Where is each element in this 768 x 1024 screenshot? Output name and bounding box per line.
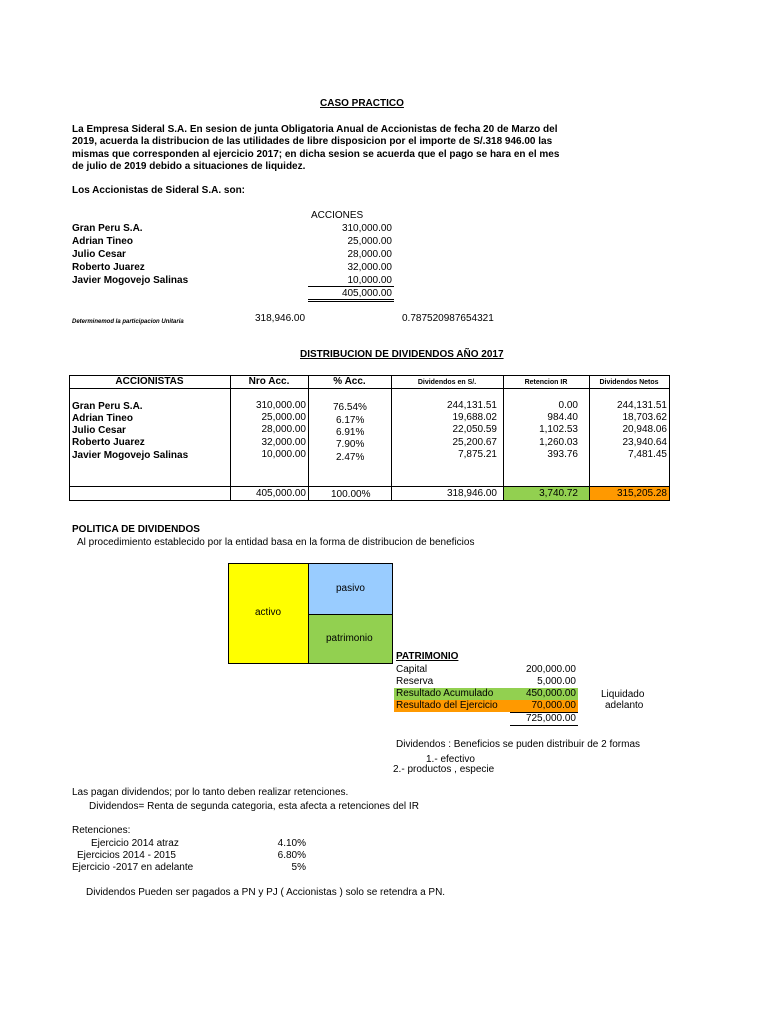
cell-acc: 28,000.00 (261, 424, 306, 435)
intro-paragraph: La Empresa Sideral S.A. En sesion de junta Obligatoria Anual de Accionistas de fecha 20 de Marzo del 2019, acuerda la distribucion de las utilidades de libre disposicion por el importe de S/.318 946.00 las mismas que corresponden al ejercicio 2017; en dicha sesion se acuerda que el pago se hara en el mes de julio de 2019 debido a situaciones de liquidez. (72, 124, 560, 172)
col-header-accionistas: ACCIONISTAS (115, 376, 184, 387)
cell-ret: 1,260.03 (539, 437, 578, 448)
cell-pct: 6.17% (336, 415, 365, 426)
total-pct: 100.00% (331, 489, 371, 500)
patrimonio-title: PATRIMONIO (396, 651, 459, 662)
table-total-divider (69, 486, 669, 487)
retencion-rate: 5% (291, 862, 306, 873)
holder-name: Adrian Tineo (72, 236, 133, 247)
total-divider (308, 286, 394, 287)
cell-net: 244,131.51 (616, 400, 667, 411)
cell-acc: 310,000.00 (255, 400, 306, 411)
table-col-line (391, 375, 392, 501)
holder-name: Gran Peru S.A. (72, 223, 143, 234)
cell-div: 22,050.59 (452, 424, 497, 435)
table-col-line (308, 375, 309, 501)
holder-shares: 28,000.00 (347, 249, 392, 260)
col-header-retencion: Retencion IR (524, 379, 568, 386)
total-underline (308, 299, 394, 300)
holders-heading: Los Accionistas de Sideral S.A. son: (72, 185, 246, 196)
patrimonio-row-label: Resultado del Ejercicio (396, 700, 498, 711)
retencion-rate: 6.80% (277, 850, 306, 861)
retencion-label: Ejercicio -2017 en adelante (72, 862, 194, 873)
cell-name: Javier Mogovejo Salinas (72, 450, 189, 461)
retenciones-label: Retenciones: (72, 825, 131, 836)
cell-div: 7,875.21 (458, 449, 497, 460)
holder-shares: 10,000.00 (347, 275, 392, 286)
table-col-line (69, 375, 70, 501)
retencion-label: Ejercicios 2014 - 2015 (77, 850, 176, 861)
liquidado-note: Liquidado (601, 689, 645, 700)
patrimonio-row-label: Capital (396, 664, 428, 675)
cell-div: 244,131.51 (446, 400, 497, 411)
total-net: 315,205.28 (616, 488, 667, 499)
distribution-title: DISTRIBUCION DE DIVIDENDOS AÑO 2017 (300, 349, 504, 360)
cell-name: Roberto Juarez (72, 437, 145, 448)
page-title: CASO PRACTICO (320, 98, 404, 109)
unit-amount: 318,946.00 (255, 313, 306, 324)
cell-acc: 25,000.00 (261, 412, 306, 423)
cell-ret: 0.00 (558, 400, 578, 411)
cell-pct: 76.54% (333, 402, 367, 413)
cell-acc: 32,000.00 (261, 437, 306, 448)
policy-title: POLITICA DE DIVIDENDOS (72, 524, 200, 535)
cell-name: Julio Cesar (72, 425, 126, 436)
unit-note: Determinemod la participacion Unitaria (72, 319, 184, 325)
cell-ret: 393.76 (547, 449, 578, 460)
holder-shares: 25,000.00 (347, 236, 392, 247)
patrimonio-row-value: 450,000.00 (525, 688, 576, 699)
patrimonio-row-value: 200,000.00 (525, 664, 576, 675)
total-ret: 3,740.72 (539, 488, 578, 499)
cell-pct: 2.47% (336, 452, 365, 463)
patrimonio-label: patrimonio (326, 633, 373, 644)
cell-name: Adrian Tineo (72, 413, 133, 424)
patrimonio-row-value: 70,000.00 (531, 700, 576, 711)
col-header-pct-acc: % Acc. (333, 376, 366, 387)
pasivo-label: pasivo (336, 583, 365, 594)
adelanto-note: adelanto (605, 700, 644, 711)
dividend-forms-text: Dividendos : Beneficios se puden distribuir de 2 formas (396, 739, 641, 750)
cell-net: 7,481.45 (628, 449, 667, 460)
total-double-underline (308, 301, 394, 302)
cell-net: 20,948.06 (622, 424, 667, 435)
holder-shares: 310,000.00 (341, 223, 392, 234)
cell-ret: 1,102.53 (539, 424, 578, 435)
patrimonio-row-label: Resultado Acumulado (396, 688, 494, 699)
cell-net: 18,703.62 (622, 412, 667, 423)
patrimonio-row-value: 5,000.00 (537, 676, 576, 687)
unit-value: 0.787520987654321 (402, 313, 494, 324)
cell-pct: 6.91% (336, 427, 365, 438)
cell-name: Gran Peru S.A. (72, 401, 143, 412)
col-header-netos: Dividendos Netos (599, 379, 659, 386)
cell-pct: 7.90% (336, 439, 365, 450)
cell-ret: 984.40 (547, 412, 578, 423)
total-div: 318,946.00 (446, 488, 497, 499)
form-especie: 2.- productos , especie (393, 764, 495, 775)
cell-div: 19,688.02 (452, 412, 497, 423)
holder-shares: 32,000.00 (347, 262, 392, 273)
holder-name: Julio Cesar (72, 249, 126, 260)
activo-label: activo (255, 607, 282, 618)
retencion-rate: 4.10% (277, 838, 306, 849)
final-note: Dividendos Pueden ser pagados a PN y PJ ( Accionistas ) solo se retendra a PN. (86, 887, 446, 898)
cell-div: 25,200.67 (452, 437, 497, 448)
total-acc: 405,000.00 (255, 488, 306, 499)
cell-net: 23,940.64 (622, 437, 667, 448)
holders-total: 405,000.00 (341, 288, 392, 299)
policy-text: Al procedimiento establecido por la entidad basa en la forma de distribucion de beneficios (77, 537, 475, 548)
acciones-label: ACCIONES (311, 210, 364, 221)
retention-note: Las pagan dividendos; por lo tanto deben realizar retenciones. (72, 787, 349, 798)
retention-note-detail: Dividendos= Renta de segunda categoria, esta afecta a retenciones del IR (89, 801, 419, 812)
form-efectivo: 1.- efectivo (426, 754, 475, 765)
holder-name: Javier Mogovejo Salinas (72, 275, 189, 286)
patrimonio-row-label: Reserva (396, 676, 434, 687)
cell-acc: 10,000.00 (261, 449, 306, 460)
retencion-label: Ejercicio 2014 atraz (91, 838, 179, 849)
col-header-nro-acc: Nro Acc. (248, 376, 290, 387)
holder-name: Roberto Juarez (72, 262, 145, 273)
patrimonio-total-underline (510, 725, 578, 726)
table-col-line (669, 375, 670, 501)
patrimonio-total: 725,000.00 (525, 713, 576, 724)
col-header-dividendos: Dividendos en S/. (417, 379, 477, 386)
